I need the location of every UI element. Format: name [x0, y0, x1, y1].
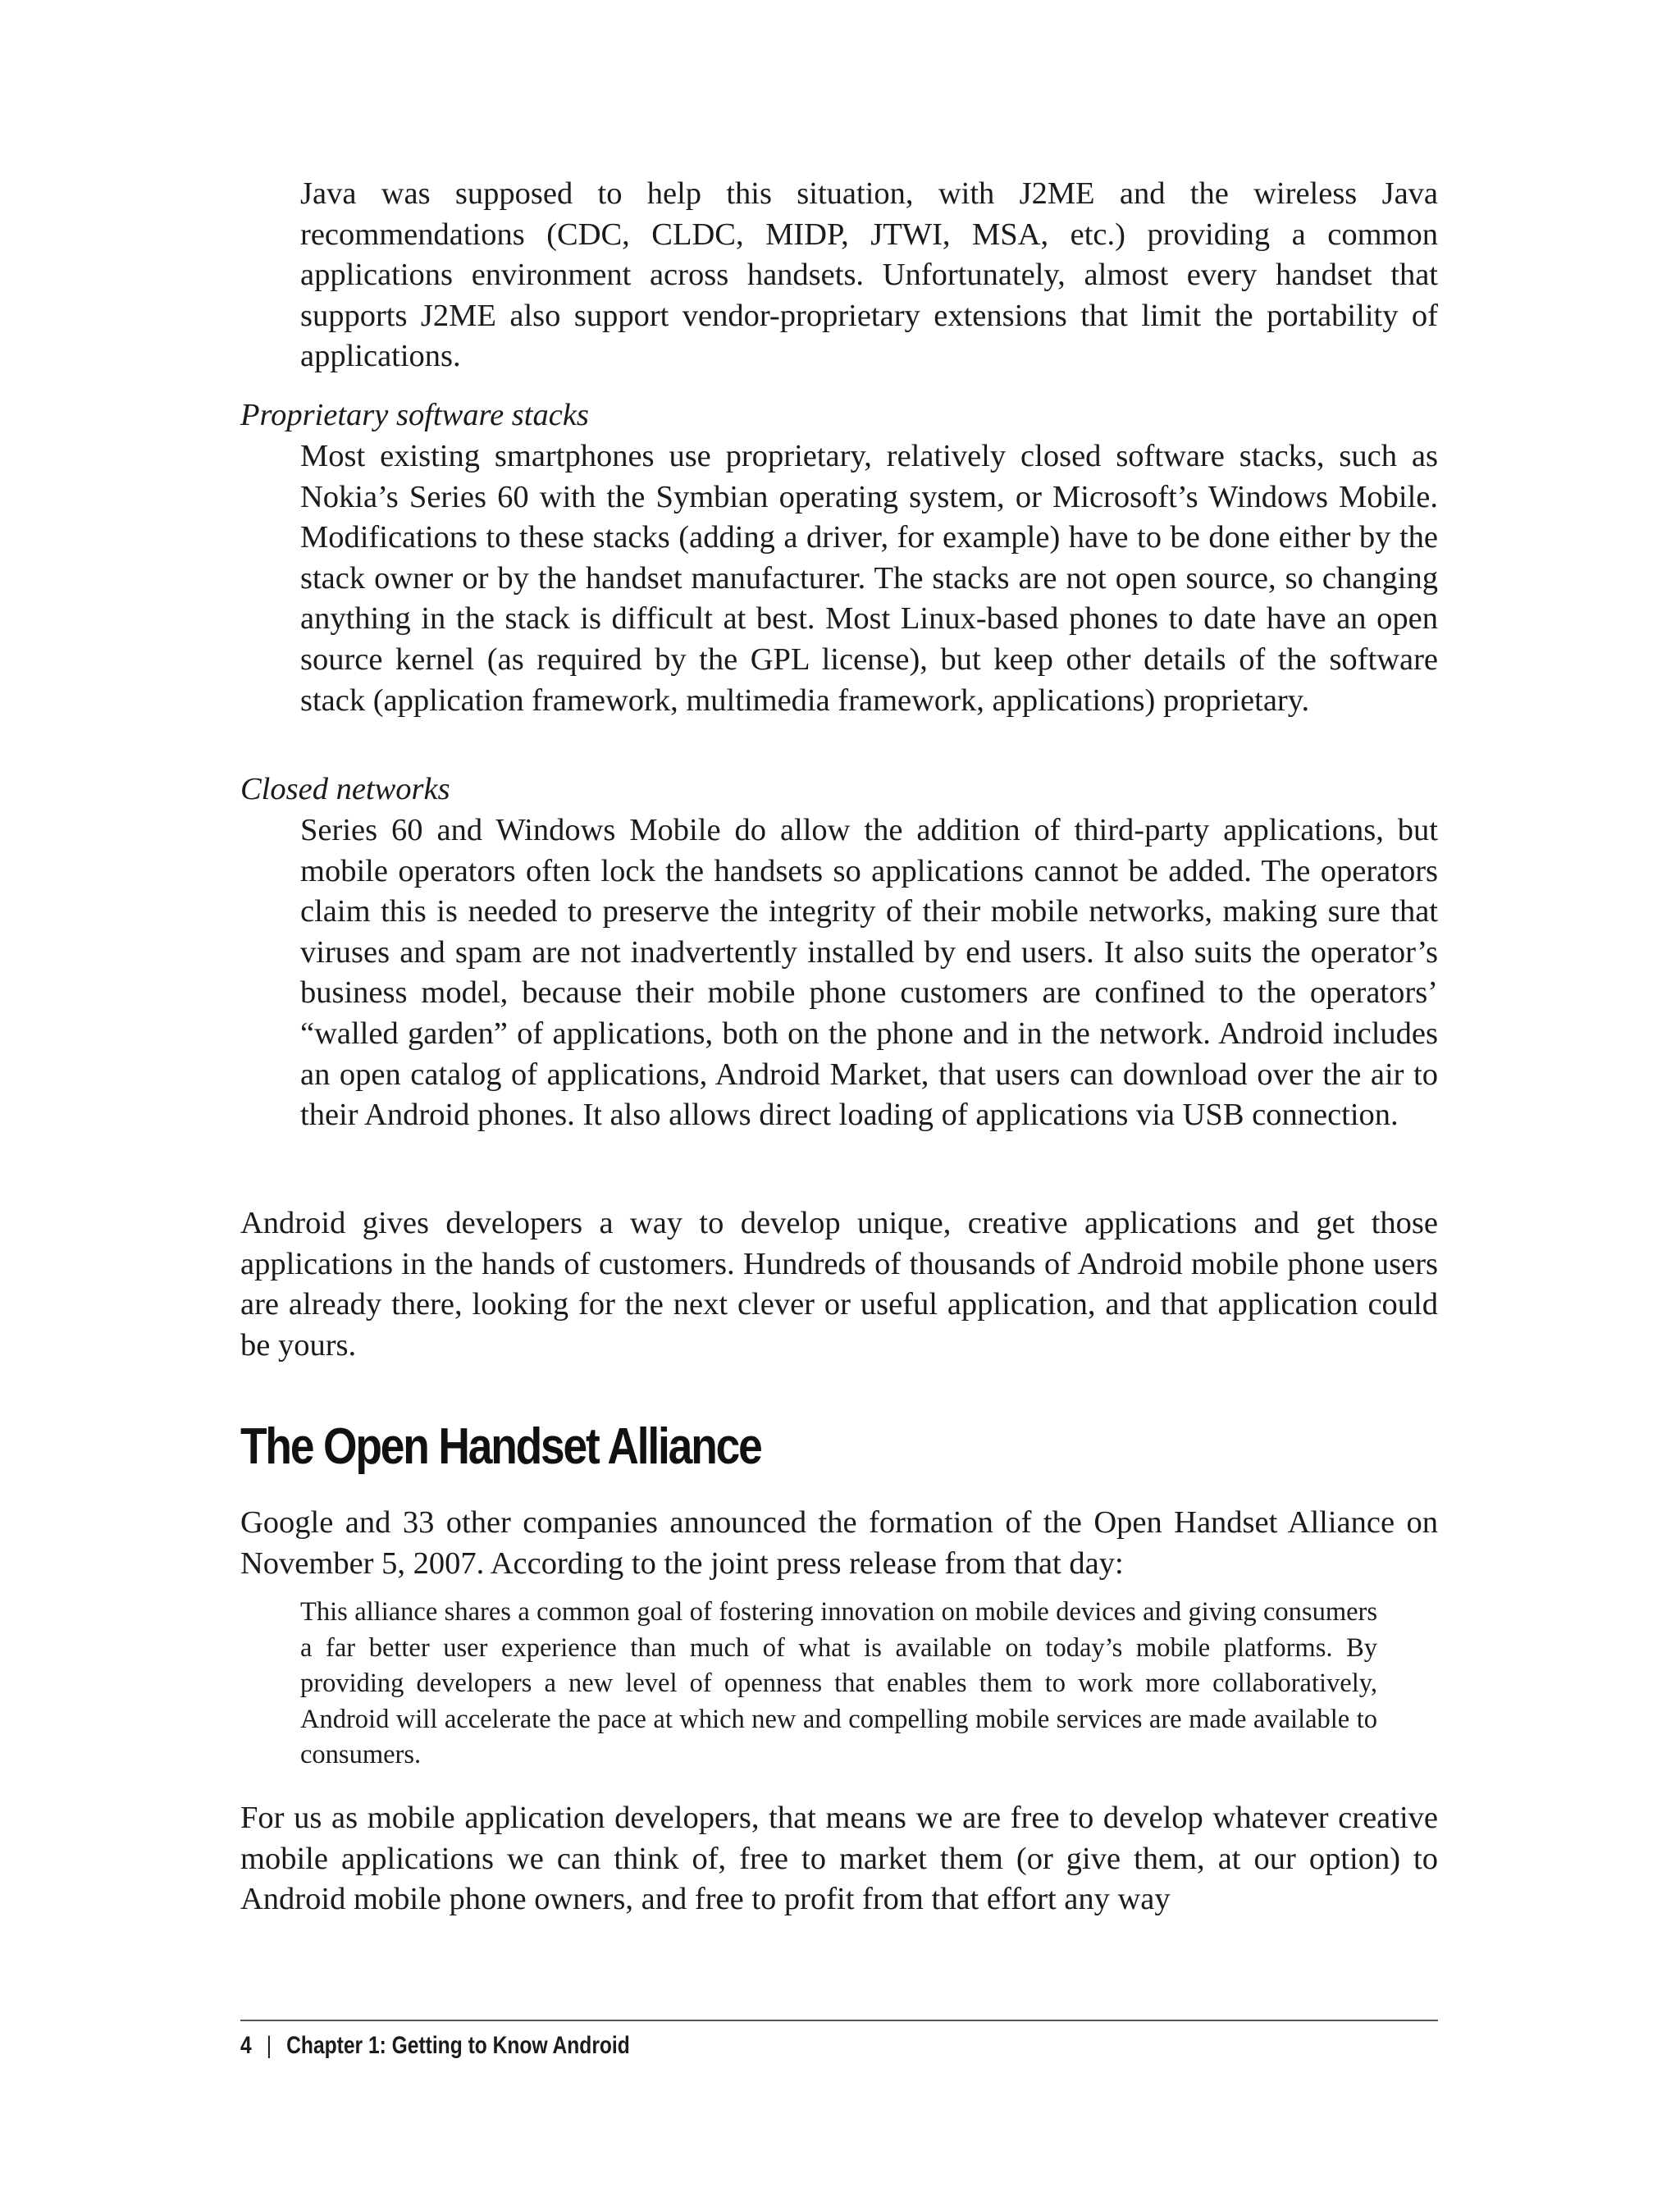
closed-networks-term: Closed networks: [240, 772, 450, 806]
footer-rule: [240, 2020, 1438, 2021]
proprietary-paragraph: Most existing smartphones use proprietary, relatively closed software stacks, such as Nokia’s Series 60 with the Symbian operating system, or Microsoft’s Windows Mobile. Modifications to these stacks (adding a driver, for example) have to be done either by the stack owner or by the handset manufacturer. The stacks are not open source, so changing anything in the stack is difficult at best. Most Linux-based phones to date have an open source kernel (as required by the GPL license), but keep other details of the software stack (application framework, multimedia framework, applications) proprietary.: [300, 439, 1438, 718]
java-paragraph: Java was supposed to help this situation, with J2ME and the wireless Java recommendations (CDC, CLDC, MIDP, JTWI, MSA, etc.) providing a common applications environment across handsets. Unfortunately, almost every handset that supports J2ME also support vendor-proprietary extensions that limit the portability of applications.: [300, 176, 1438, 374]
page-number: 4: [240, 2032, 252, 2059]
proprietary-software-stacks-term: Proprietary software stacks: [240, 398, 589, 432]
section-heading: The Open Handset Alliance: [240, 1418, 761, 1475]
page-footer: [240, 2028, 630, 2064]
chapter-title: Chapter 1: Getting to Know Android: [286, 2032, 630, 2059]
footer-separator: |: [266, 2032, 272, 2059]
alliance-paragraph: Google and 33 other companies announced the formation of the Open Handset Alliance on November 5, 2007. According to the joint press release from that day:: [240, 1505, 1438, 1581]
developers-paragraph: For us as mobile application developers, that means we are free to develop whatever creative mobile applications we can think of, free to market them (or give them, at our option) to Android mobile phone owners, and free to profit from that effort any way: [240, 1801, 1438, 1917]
android-paragraph: Android gives developers a way to develop unique, creative applications and get those applications in the hands of customers. Hundreds of thousands of Android mobile phone users are already there, looking for the next clever or useful application, and that application could be yours.: [240, 1206, 1438, 1363]
closed-networks-paragraph: Series 60 and Windows Mobile do allow the addition of third-party applications, but mobile operators often lock the handsets so applications cannot be added. The operators claim this is needed to preserve the integrity of their mobile networks, making sure that viruses and spam are not inadvertently installed by end users. It also suits the operator’s business model, because their mobile phone customers are confined to the operators’ “walled garden” of applications, both on the phone and in the network. Android includes an open catalog of applications, Android Market, that users can download over the air to their Android phones. It also allows direct loading of applications via USB connection.: [300, 813, 1438, 1133]
press-release-quote: This alliance shares a common goal of fostering innovation on mobile devices and giving consumers a far better user experience than much of what is available on today’s mobile platforms. By providing developers a new level of openness that enables them to work more collaboratively, Android will accelerate the pace at which new and compelling mobile services are made available to consumers.: [300, 1597, 1377, 1769]
